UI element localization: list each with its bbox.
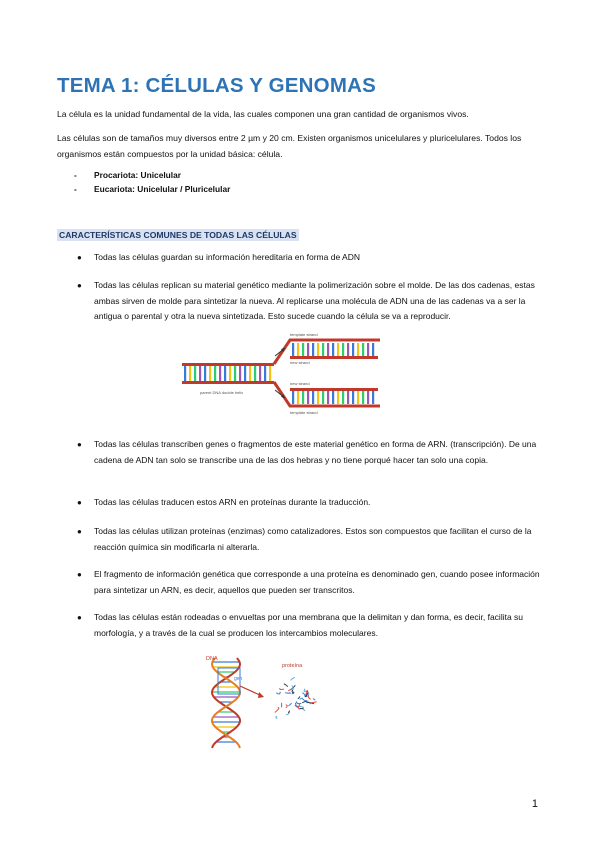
page-title: TEMA 1: CÉLULAS Y GENOMAS: [57, 74, 376, 97]
protein-label: proteína: [282, 663, 303, 669]
dna-label: DNA: [206, 656, 218, 662]
bullet-dot: ●: [77, 253, 82, 262]
section-heading: CARACTERÍSTICAS COMUNES DE TODAS LAS CÉLULAS: [59, 230, 297, 240]
dna-gene-protein-figure: [188, 650, 338, 750]
bullet-dot: ●: [77, 440, 82, 449]
page-number: 1: [531, 798, 538, 810]
list-item-text: Todas las células replican su material genético mediante la polimerización sobre el molde. De las dos cadenas, estas ambas sirven de molde para sintetizar la nueva. Al replicarse una molécula de ADN una de las cadenas va a ser la antigua o parental y otra la nueva sintetizada. Esto sucede cuando la célula se va a reproducir.: [94, 280, 535, 321]
dna-double-helix: [212, 662, 240, 742]
cell-type-text: Eucariota: Unicelular / Pluricelular: [94, 184, 231, 194]
dash-bullet: -: [74, 170, 77, 180]
parent-dna-label: parent DNA double helix: [200, 390, 244, 395]
bullet-dot: ●: [77, 527, 82, 536]
parent-dna-helix: [182, 363, 274, 384]
template-strand-label: template strand: [290, 332, 318, 337]
new-strand-label: new strand: [290, 360, 310, 365]
list-item-text: Todas las células traducen estos ARN en proteínas durante la traducción.: [94, 497, 371, 507]
dna-replication-figure: [180, 330, 380, 418]
list-item-text: Todas las células transcriben genes o fragmentos de este material genético en forma de ARN. (transcripción). De una cadena de ADN tan solo se transcribe una de las dos hebras y no tiene porqué hacer tan solo una copia.: [94, 439, 537, 465]
template-strand-label: template strand: [290, 410, 318, 415]
bullet-dot: ●: [77, 498, 82, 507]
bullet-dot: ●: [77, 570, 82, 579]
cell-type-text: Procariota: Unicelular: [94, 170, 182, 180]
intro-paragraph-1: La célula es la unidad fundamental de la vida, las cuales componen una gran cantidad de organismos vivos.: [57, 109, 469, 119]
bullet-dot: ●: [77, 281, 82, 290]
list-item-text: El fragmento de información genética que corresponde a una proteína es denominado gen, cuando posee información para sintetizar un ARN, es decir, aquellos que pueden ser transcritos.: [94, 569, 540, 595]
protein-structure: [275, 678, 317, 719]
gene-label: gen: [234, 676, 243, 682]
bullet-dot: ●: [77, 613, 82, 622]
cell-type-item: [74, 183, 230, 196]
list-item-text: Todas las células guardan su información hereditaria en forma de ADN: [94, 252, 361, 262]
new-strand-label: new strand: [290, 381, 310, 386]
dash-bullet: -: [74, 184, 77, 194]
intro-paragraph-2: Las células son de tamaños muy diversos entre 2 µm y 20 cm. Existen organismos unicelulares y pluricelulares. Todos los organismos están compuestos por la unidad básica: célula.: [57, 133, 522, 159]
list-item-text: Todas las células utilizan proteínas (enzimas) como catalizadores. Estos son compuestos que facilitan el curso de la reacción química sin modificarla ni alterarla.: [94, 526, 532, 552]
list-item-text: Todas las células están rodeadas o envueltas por una membrana que la delimitan y dan forma, es decir, facilita su morfología, y a través de la cual se producen los intercambios moleculares.: [94, 612, 524, 638]
cell-type-item: [74, 169, 181, 182]
